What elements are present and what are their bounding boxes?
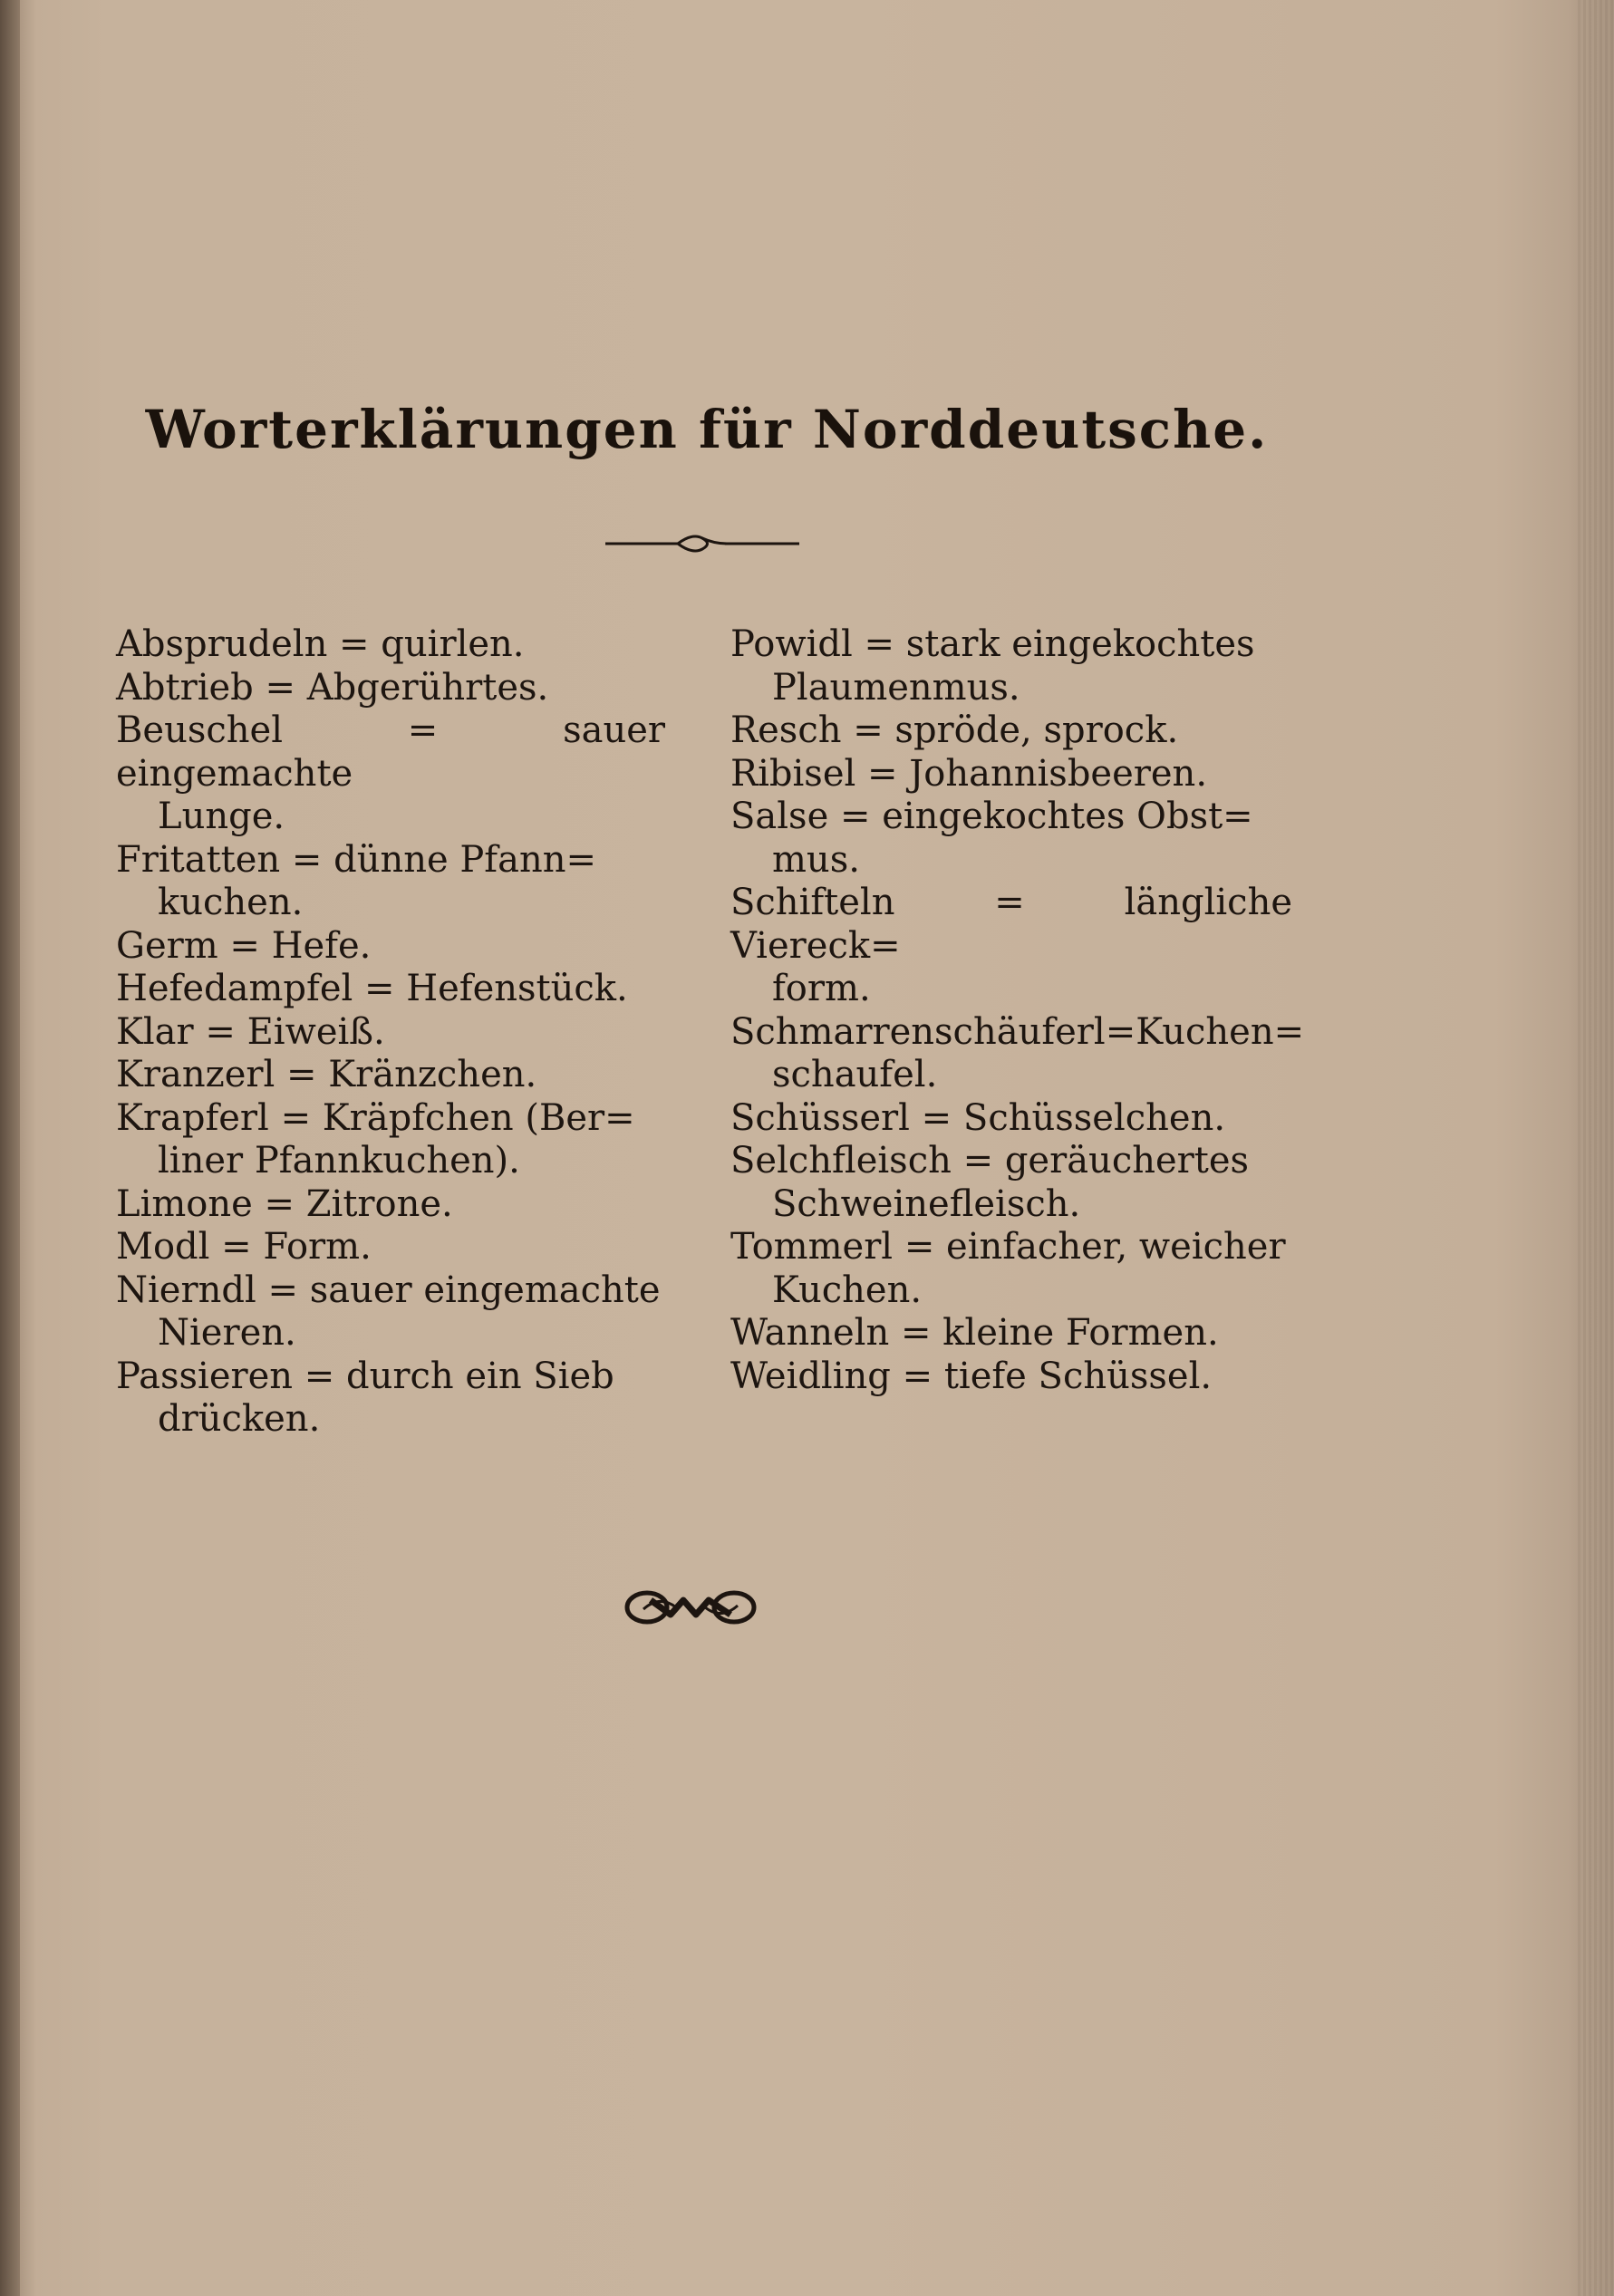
glossary-entry: Ribisel = Johannisbeeren. xyxy=(730,752,1208,795)
glossary-entry: Wanneln = kleine Formen. xyxy=(730,1312,1219,1354)
glossary-entry: Resch = spröde, sprock. xyxy=(730,709,1179,751)
page-title: Worterklärungen für Norddeutsche. xyxy=(145,399,1269,460)
glossary-entry: Powidl = stark eingekochtes Plaumenmus. xyxy=(730,623,1255,709)
book-spine-shadow xyxy=(0,0,20,2296)
diamond-rule-icon xyxy=(605,529,799,558)
glossary-entry: Hefedampfel = Hefenstück. xyxy=(116,968,628,1009)
glossary-entry: Fritatten = dünne Pfann= kuchen. xyxy=(116,838,596,923)
glossary-entry: Tommerl = einfacher, weicher Kuchen. xyxy=(730,1226,1286,1311)
glossary-entry: Krapferl = Kräpfchen (Ber= liner Pfannkuchen). xyxy=(116,1096,635,1182)
glossary-entry: Salse = eingekochtes Obst= mus. xyxy=(730,796,1253,881)
glossary-entry: Passieren = durch ein Sieb drücken. xyxy=(116,1355,614,1440)
page-edge-stack xyxy=(1578,0,1614,2296)
glossary-entry: Schifteln = längliche Viereck= form. xyxy=(730,882,1292,1009)
glossary-column-left xyxy=(116,623,665,1442)
glossary-entry: Abtrieb = Abgerührtes. xyxy=(116,666,549,709)
glossary-entry: Schmarrenschäuferl=Kuchen= schaufel. xyxy=(730,1010,1305,1095)
glossary-entry: Limone = Zitrone. xyxy=(116,1182,453,1225)
glossary-entry: Germ = Hefe. xyxy=(116,924,372,967)
glossary-entry: Schüsserl = Schüsselchen. xyxy=(730,1096,1226,1139)
glossary-entry: Weidling = tiefe Schüssel. xyxy=(730,1355,1213,1397)
glossary-entry: Kranzerl = Kränzchen. xyxy=(116,1054,537,1095)
glossary-entry: Modl = Form. xyxy=(116,1226,372,1268)
glossary-entry: Beuschel = sauer eingemachte Lunge. xyxy=(116,709,665,837)
glossary-entry: Klar = Eiweiß. xyxy=(116,1010,385,1053)
glossary-entry: Selchfleisch = geräuchertes Schweinefleisch. xyxy=(730,1140,1250,1225)
glossary-entry: Absprudeln = quirlen. xyxy=(116,623,525,665)
glossary-column-right xyxy=(730,623,1305,1398)
glossary-entry: Nierndl = sauer eingemachte Nieren. xyxy=(116,1269,661,1354)
vignette-ornament-icon xyxy=(623,1587,758,1627)
